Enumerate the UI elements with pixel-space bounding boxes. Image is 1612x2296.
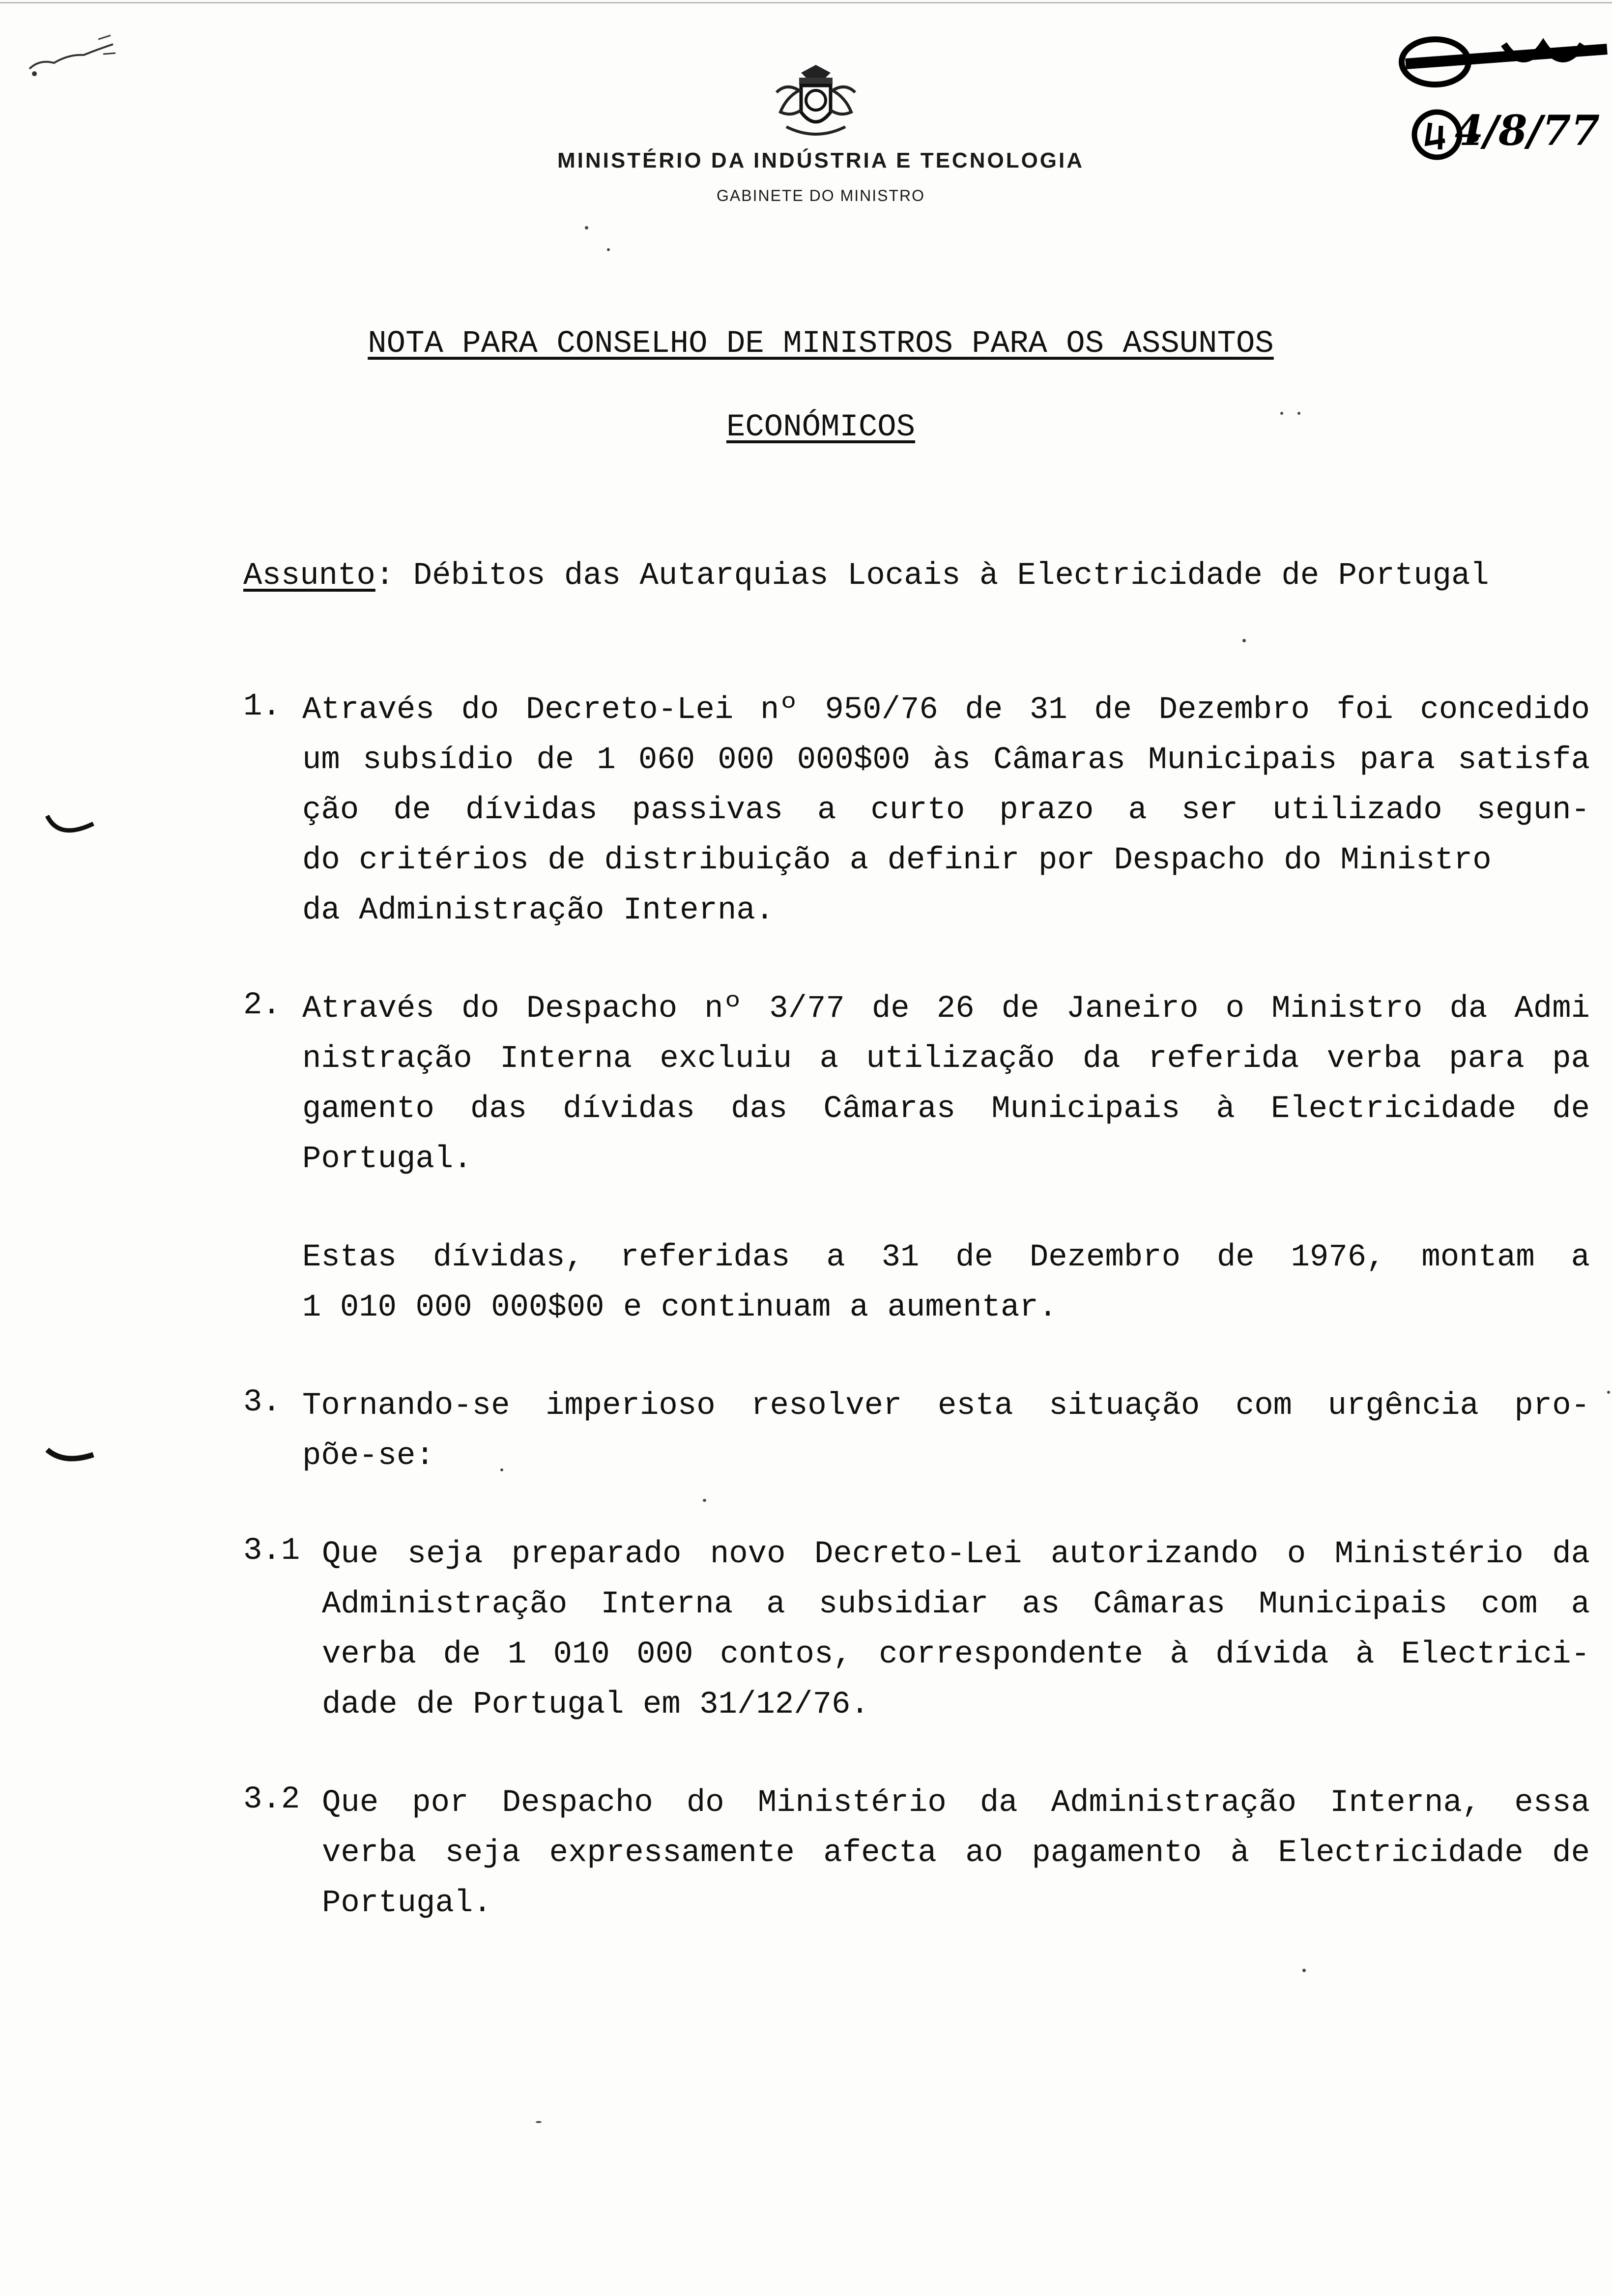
scan-speck — [703, 1499, 706, 1502]
scan-speck — [500, 1468, 503, 1471]
paragraph-line: Portugal. — [322, 1886, 492, 1921]
document-title-line-1: NOTA PARA CONSELHO DE MINISTROS PARA OS ASSUNTOS — [368, 326, 1274, 362]
paragraph-line: Através do Decreto-Lei nº 950/76 de 31 de Dezembro foi concedido — [302, 692, 1590, 728]
paragraph-line: Através do Despacho nº 3/77 de 26 de Janeiro o Ministro da Admi — [302, 991, 1590, 1027]
paragraph-3-1 — [322, 1529, 1590, 1730]
paragraph-line: Portugal. — [302, 1142, 472, 1177]
paragraph-line: ção de dívidas passivas a curto prazo a ser utilizado segun- — [302, 793, 1590, 828]
paragraph-line: nistração Interna excluiu a utilização da referida verba para pa — [302, 1041, 1590, 1077]
paragraph-line: dade de Portugal em 31/12/76. — [322, 1687, 869, 1722]
paragraph-3 — [302, 1381, 1590, 1481]
margin-mark-icon — [44, 806, 98, 845]
paragraph-2 — [302, 984, 1590, 1184]
corner-scribble-icon — [25, 25, 123, 79]
paragraph-line: põe-se: — [302, 1438, 434, 1474]
paragraph-1 — [302, 685, 1590, 936]
paragraph-line: da Administração Interna. — [302, 893, 775, 928]
paragraph-number: 3. — [243, 1385, 281, 1420]
paragraph-line: verba seja expressamente afecta ao pagamento à Electricidade de — [322, 1836, 1590, 1871]
handwritten-date: 4/8/77 — [1455, 106, 1600, 155]
paragraph-number: 3.1 — [243, 1533, 300, 1569]
paragraph-number: 1. — [243, 689, 281, 724]
paragraph-2-continuation — [302, 1233, 1590, 1333]
scan-speck — [1302, 1969, 1306, 1972]
scan-speck — [1280, 412, 1283, 415]
subject-label: Assunto — [243, 558, 375, 594]
paragraph-number: 3.2 — [243, 1782, 300, 1817]
paragraph-3-2 — [322, 1778, 1590, 1928]
margin-mark-icon — [44, 1435, 98, 1474]
scan-speck — [1297, 412, 1300, 415]
scan-speck — [1607, 1391, 1610, 1394]
paragraph-line: 1 010 000 000$00 e continuam a aumentar. — [302, 1290, 1058, 1325]
paragraph-line: gamento das dívidas das Câmaras Municipais à Electricidade de — [302, 1091, 1590, 1127]
handwritten-mark-icon — [1376, 29, 1612, 177]
coat-of-arms-icon — [767, 63, 865, 142]
scan-edge-line — [0, 2, 1612, 3]
scan-speck — [1242, 639, 1246, 642]
scan-speck — [585, 226, 588, 230]
ministry-name: MINISTÉRIO DA INDÚSTRIA E TECNOLOGIA — [557, 148, 1085, 172]
paragraph-line: verba de 1 010 000 contos, correspondente à dívida à Electrici- — [322, 1637, 1590, 1672]
paragraph-number: 2. — [243, 988, 281, 1023]
scan-speck — [607, 248, 610, 251]
paragraph-line: Administração Interna a subsidiar as Câmaras Municipais com a — [322, 1587, 1590, 1622]
paragraph-line: Que por Despacho do Ministério da Administração Interna, essa — [322, 1785, 1590, 1821]
document-title-line-2: ECONÓMICOS — [726, 410, 916, 445]
scan-speck — [536, 2121, 542, 2123]
paragraph-line: do critérios de distribuição a definir por Despacho do Ministro — [302, 843, 1492, 878]
paragraph-line: Que seja preparado novo Decreto-Lei autorizando o Ministério da — [322, 1537, 1590, 1572]
paragraph-line: Tornando-se imperioso resolver esta situação com urgência pro- — [302, 1388, 1590, 1424]
cabinet-name: GABINETE DO MINISTRO — [716, 187, 925, 204]
paragraph-line: Estas dívidas, referidas a 31 de Dezembro de 1976, montam a — [302, 1240, 1590, 1275]
paragraph-line: um subsídio de 1 060 000 000$00 às Câmaras Municipais para satisfa — [302, 743, 1590, 778]
subject-line — [243, 558, 1489, 594]
subject-text: : Débitos das Autarquias Locais à Electricidade de Portugal — [375, 558, 1489, 594]
